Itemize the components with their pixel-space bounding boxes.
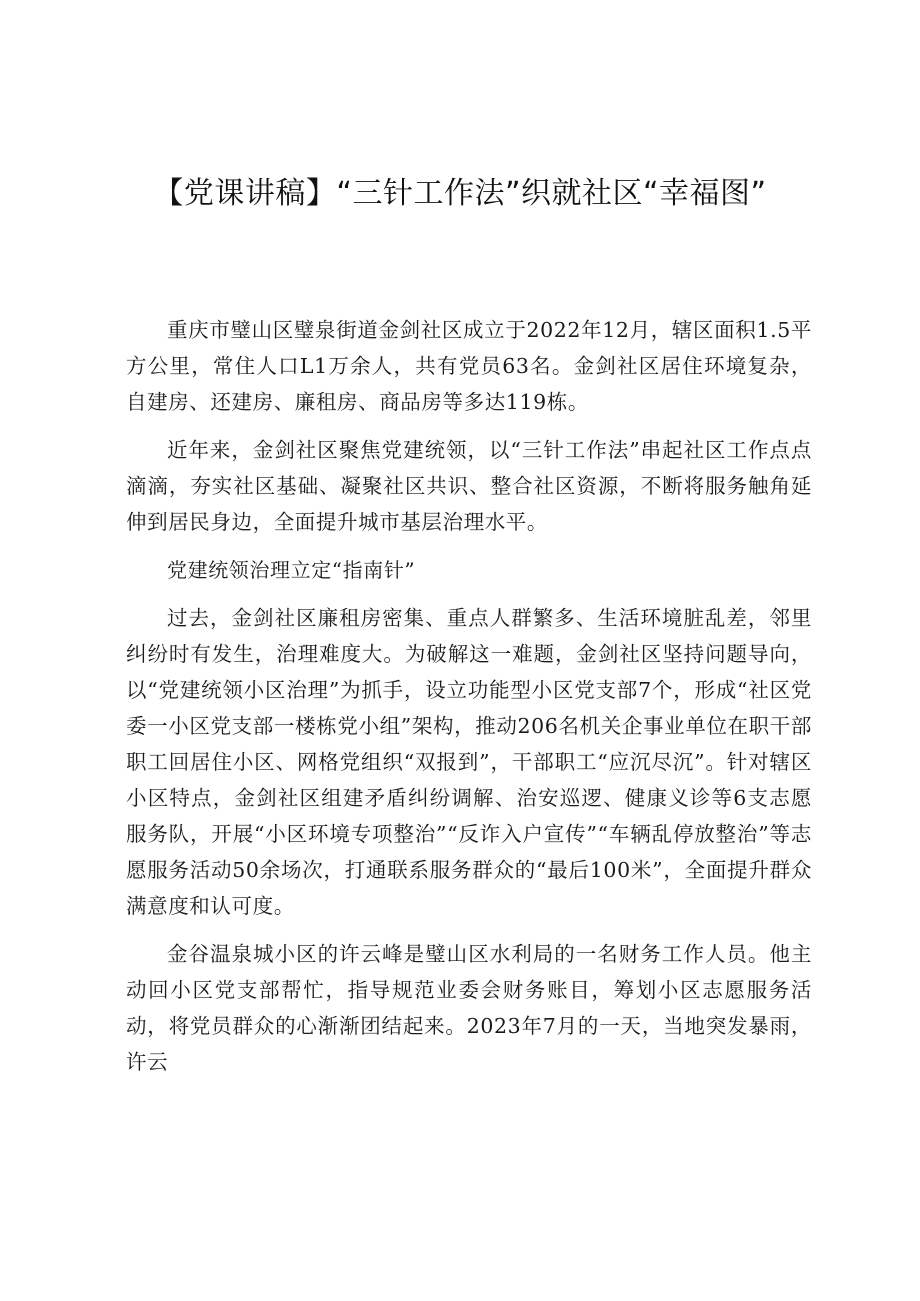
- document-body: [126, 312, 812, 1092]
- paragraph-intro: 重庆市璧山区璧泉街道金剑社区成立于2022年12月，辖区面积1.5平方公里，常住人口L1万余人，共有党员63名。金剑社区居住环境复杂，自建房、还建房、廉租房、商品房等多达119栋。: [126, 318, 812, 414]
- paragraph-example: 金谷温泉城小区的许云峰是璧山区水利局的一名财务工作人员。他主动回小区党支部帮忙，指导规范业委会财务账目，筹划小区志愿服务活动，将党员群众的心渐渐团结起来。2023年7月的一天，当地突发暴雨，许云: [126, 942, 812, 1074]
- paragraph-overview: 近年来，金剑社区聚焦党建统领，以“三针工作法”串起社区工作点点滴滴，夯实社区基础、凝聚社区共识、整合社区资源，不断将服务触角延伸到居民身边，全面提升城市基层治理水平。: [126, 438, 812, 534]
- paragraph-governance: 过去，金剑社区廉租房密集、重点人群繁多、生活环境脏乱差，邻里纠纷时有发生，治理难度大。为破解这一难题，金剑社区坚持问题导向，以“党建统领小区治理”为抓手，设立功能型小区党支部7个，形成“社区党委一小区党支部一楼栋党小组”架构，推动206名机关企事业单位在职干部职工回居住小区、网格党组织“双报到”，干部职工“应沉尽沉”。针对辖区小区特点，金剑社区组建矛盾纠纷调解、治安巡逻、健康义诊等6支志愿服务队，开展“小区环境专项整治”“反诈入户宣传”“车辆乱停放整治”等志愿服务活动50余场次，打通联系服务群众的“最后100米”，全面提升群众满意度和认可度。: [126, 606, 812, 918]
- section-heading: 党建统领治理立定“指南针”: [167, 558, 416, 582]
- document-title: 【党课讲稿】“三针工作法”织就社区“幸福图”: [153, 176, 767, 211]
